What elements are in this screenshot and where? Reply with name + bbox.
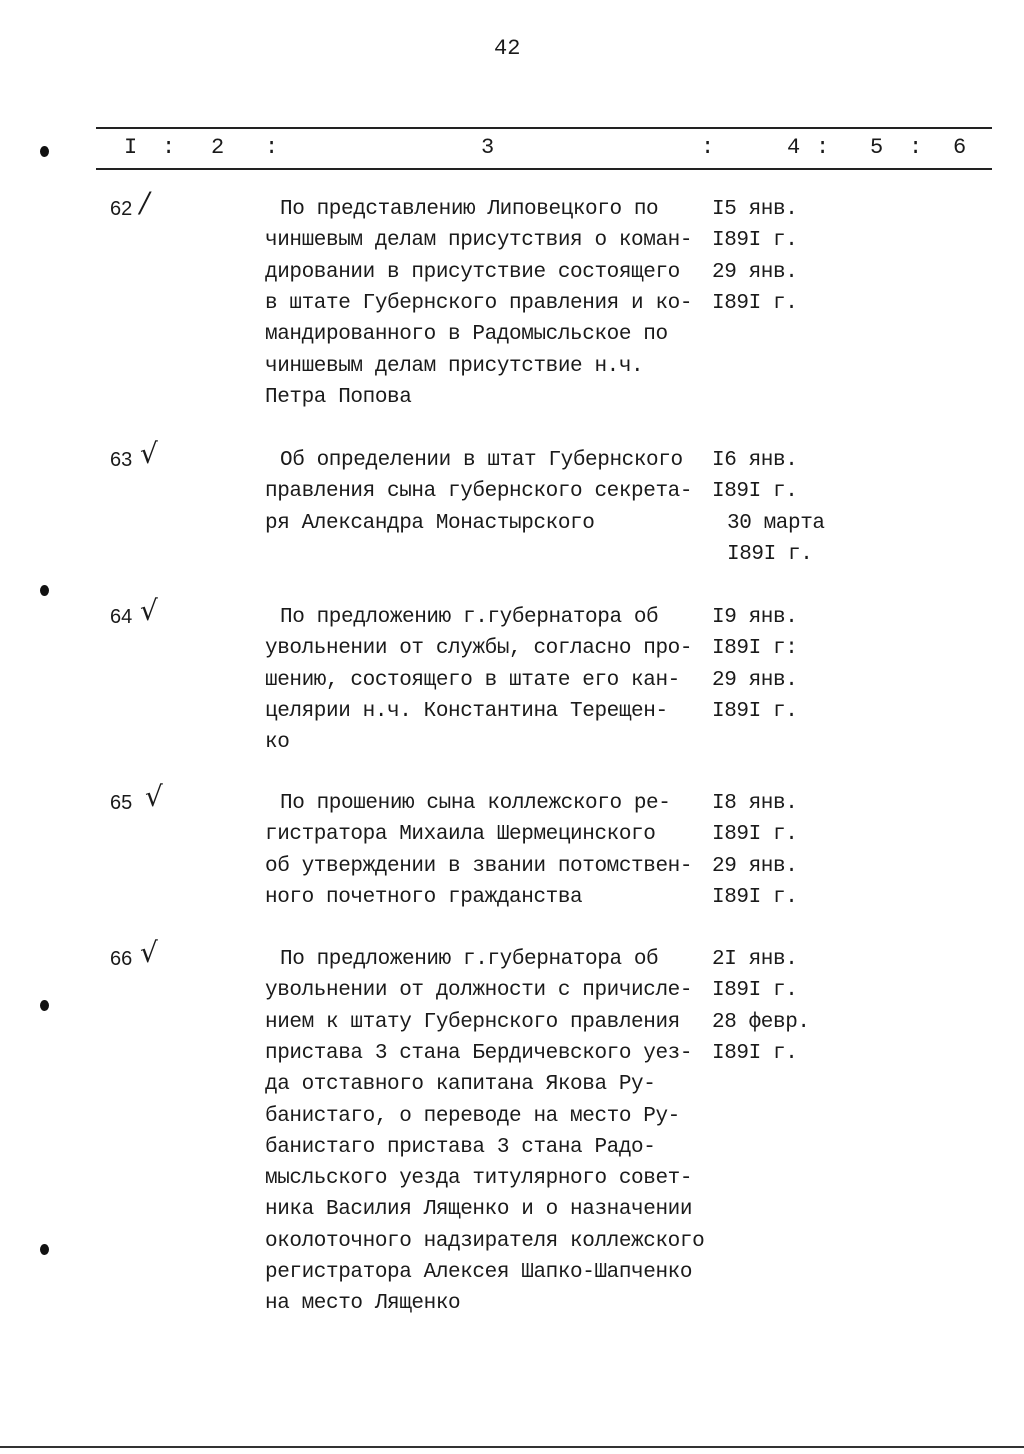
record-date: I89I г.: [712, 229, 798, 253]
record-number: 63: [110, 449, 133, 471]
record-text-line: на место Лященко: [265, 1292, 461, 1316]
record-date: I9 янв.: [712, 606, 798, 629]
record-date: I8 янв.: [712, 792, 798, 815]
col-4: 4: [787, 135, 801, 160]
record-number: 62: [110, 198, 133, 220]
record-date: 29 янв.: [712, 668, 798, 692]
check-mark-icon: √: [140, 437, 158, 470]
record-text-line: увольнении от должности с причисле-: [265, 979, 693, 1003]
check-mark-icon: √: [140, 936, 158, 969]
record-text-line: мандированного в Радомысльское по: [265, 323, 668, 347]
record-text-line: нием к штату Губернского правления: [265, 1010, 680, 1034]
punch-hole: [40, 585, 49, 596]
record-text-line: По прошению сына коллежского ре-: [280, 792, 671, 815]
record-text-line: об утверждении в звании потомствен-: [265, 854, 693, 878]
record-date: 28 февр.: [712, 1010, 810, 1034]
record-text-line: чиншевым делам присутствие н.ч.: [265, 354, 644, 378]
record-number: 66: [110, 948, 133, 970]
record-text-line: пристава 3 стана Бердичевского уез-: [265, 1041, 693, 1065]
record-number: 64: [110, 606, 133, 628]
col-sep: :: [265, 135, 279, 160]
col-sep: :: [909, 135, 923, 160]
record-text-line: мысльского уезда титулярного совет-: [265, 1167, 693, 1191]
record-date: I89I г.: [727, 542, 813, 566]
record-text-line: По предложению г.губернатора об: [280, 948, 659, 971]
punch-hole: [40, 1000, 49, 1011]
record-date: I89I г.: [712, 823, 798, 847]
record-text-line: правления сына губернского секрета-: [265, 480, 693, 504]
col-sep: :: [816, 135, 830, 160]
col-sep: :: [162, 135, 176, 160]
record-date: I89I г.: [712, 480, 798, 504]
record-date: I89I г.: [712, 979, 798, 1003]
check-mark-icon: √: [145, 780, 163, 813]
record-text-line: ко: [265, 731, 290, 755]
record-date: I89I г.: [712, 885, 798, 909]
record-text-line: шению, состоящего в штате его кан-: [265, 668, 680, 692]
record-date: 30 марта: [727, 511, 825, 535]
col-3: 3: [481, 135, 495, 160]
col-6: 6: [953, 135, 967, 160]
punch-hole: [40, 146, 49, 157]
record-date: I5 янв.: [712, 198, 798, 221]
record-text-line: увольнении от службы, согласно про-: [265, 637, 693, 661]
header-top-rule: [96, 127, 992, 129]
col-5: 5: [870, 135, 884, 160]
page-number: 42: [494, 36, 521, 61]
punch-hole: [40, 1244, 49, 1255]
record-text-line: да отставного капитана Якова Ру-: [265, 1073, 656, 1097]
record-text-line: ника Василия Лященко и о назначении: [265, 1198, 693, 1222]
header-bottom-rule: [96, 168, 992, 170]
record-text-line: По представлению Липовецкого по: [280, 198, 659, 221]
record-text-line: чиншевым делам присутствия о коман-: [265, 229, 693, 253]
record-text-line: ного почетного гражданства: [265, 885, 583, 909]
record-number: 65: [110, 792, 133, 814]
record-date: I89I г:: [712, 637, 798, 661]
record-text-line: регистратора Алексея Шапко-Шапченко: [265, 1261, 693, 1284]
record-text-line: дировании в присутствие состоящего: [265, 260, 680, 284]
record-date: I6 янв.: [712, 449, 798, 472]
record-text-line: в штате Губернского правления и ко-: [265, 291, 693, 315]
record-text-line: банистаго, о переводе на место Ру-: [265, 1104, 680, 1128]
record-text-line: околоточного надзирателя коллежского: [265, 1229, 705, 1253]
record-text-line: банистаго пристава 3 стана Радо-: [265, 1135, 656, 1159]
check-mark-icon: /: [140, 186, 150, 219]
record-text-line: гистратора Михаила Шермецинского: [265, 823, 656, 847]
record-date: 29 янв.: [712, 260, 798, 284]
record-date: 2I янв.: [712, 948, 798, 971]
record-text-line: По предложению г.губернатора об: [280, 606, 659, 629]
check-mark-icon: √: [140, 594, 158, 627]
col-2: 2: [211, 135, 225, 160]
col-1: I: [124, 135, 138, 160]
record-text-line: целярии н.ч. Константина Терещен-: [265, 699, 668, 723]
col-sep: :: [701, 135, 715, 160]
record-date: I89I г.: [712, 291, 798, 315]
record-date: I89I г.: [712, 699, 798, 723]
bottom-edge: [0, 1446, 1024, 1448]
record-text-line: Об определении в штат Губернского: [280, 449, 683, 472]
record-date: I89I г.: [712, 1041, 798, 1065]
record-text-line: Петра Попова: [265, 385, 412, 409]
record-date: 29 янв.: [712, 854, 798, 878]
record-text-line: ря Александра Монастырского: [265, 511, 595, 535]
